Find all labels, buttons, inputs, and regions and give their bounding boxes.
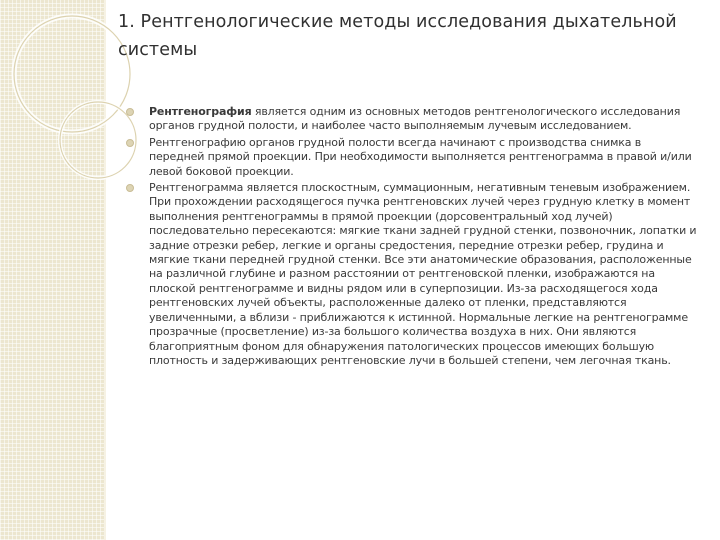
bullet-item: [126, 105, 698, 134]
bullet-list: [126, 105, 698, 370]
bullet-text: Рентгенограмма является плоскостным, суммационным, негативным теневым изображением. При прохождении расходящегося пучка рентгеновских лучей через грудную клетку в момент выполнения рентгенограммы в прямой проекции (дорсовентральный ход лучей) последовательно пересекаются: мягкие ткани задней грудной стенки, позвоночник, лопатки и задние отрезки ребер, легкие и органы средостения, передние отрезки ребер, грудина и мягкие ткани передней грудной стенки. Все эти анатомические образования, расположенные на различной глубине и разном расстоянии от рентгеновской пленки, изображаются на плоской рентгенограмме и видны рядом или в суперпозиции. Из-за расходящегося хода рентгеновских лучей объекты, расположенные далеко от пленки, представляются увеличенными, а вблизи - приближаются к истинной. Нормальные легкие на рентгенограмме прозрачные (просветление) из-за большого количества воздуха в них. Они являются благоприятным фоном для обнаружения патологических процессов имеющих большую плотность и задерживающих рентгеновские лучи в большей степени, чем легочная ткань.: [149, 181, 697, 367]
bullet-item: [126, 181, 698, 368]
bullet-marker-icon: [126, 108, 134, 116]
bullet-lead-term: Рентгенография: [149, 105, 252, 118]
slide-title: 1. Рентгенологические методы исследования дыхательной системы: [118, 12, 677, 60]
decorative-ring-small-shade: [60, 102, 136, 178]
bullet-item: [126, 136, 698, 179]
bullet-marker-icon: [126, 184, 134, 192]
bullet-text: Рентгенографию органов грудной полости всегда начинают с производства снимка в передней прямой проекции. При необходимости выполняется рентгенограмма в правой и/или левой боковой проекции.: [149, 135, 692, 178]
bullet-marker-icon: [126, 139, 134, 147]
bullet-text: является одним из основных методов рентгенологического исследования органов грудной полости, и наиболее часто выполняемым лучевым исследованием.: [149, 105, 681, 133]
